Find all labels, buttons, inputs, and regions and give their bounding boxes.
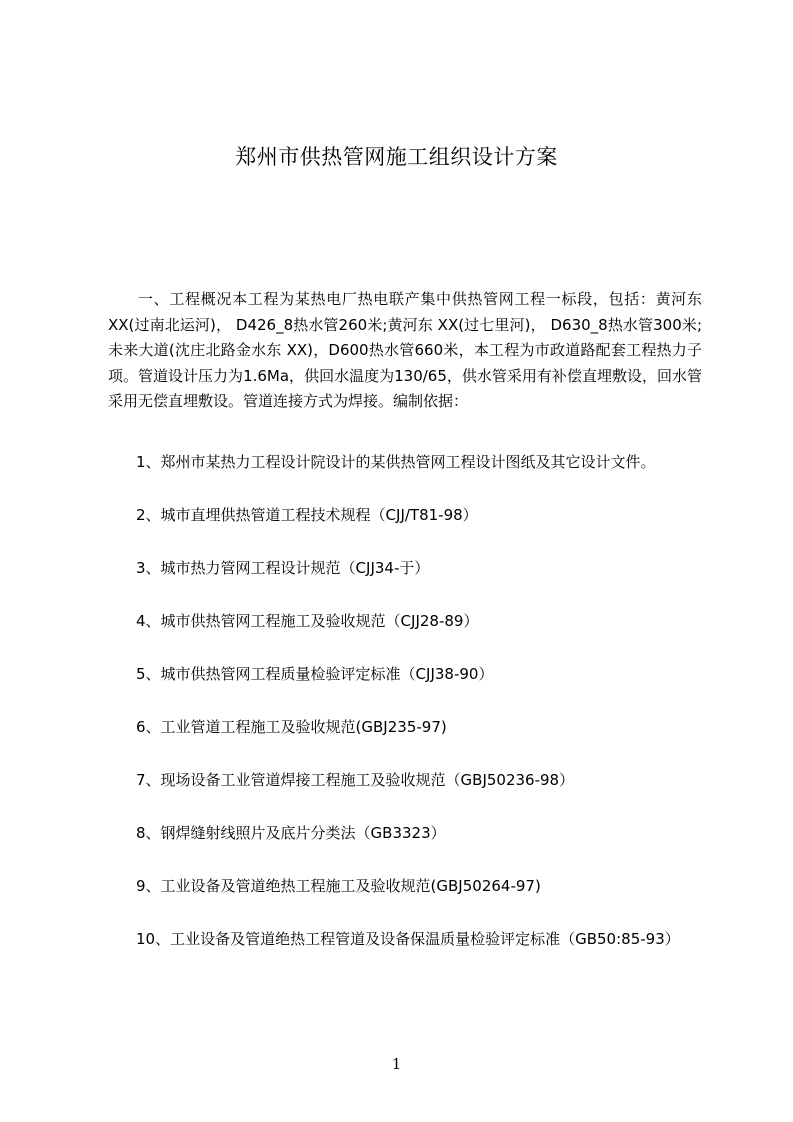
page-number: 1 [391, 1055, 402, 1073]
basis-item-6: 6、工业管道工程施工及验收规范(GBJ235-97) [136, 718, 447, 736]
basis-item-7: 7、现场设备工业管道焊接工程施工及验收规范（GBJ50236-98） [136, 771, 575, 789]
basis-item-8: 8、钢焊缝射线照片及底片分类法（GB3323） [136, 824, 446, 842]
basis-item-1: 1、郑州市某热力工程设计院设计的某供热管网工程设计图纸及其它设计文件。 [136, 453, 656, 471]
basis-item-5: 5、城市供热管网工程质量检验评定标准（CJJ38-90） [136, 665, 494, 683]
basis-item-3: 3、城市热力管网工程设计规范（CJJ34-于） [136, 559, 430, 577]
basis-item-10: 10、工业设备及管道绝热工程管道及设备保温质量检验评定标准（GB50:85-93） [136, 930, 680, 948]
basis-item-9: 9、工业设备及管道绝热工程施工及验收规范(GBJ50264-97) [136, 877, 541, 895]
basis-item-4: 4、城市供热管网工程施工及验收规范（CJJ28-89） [136, 612, 479, 630]
basis-item-2: 2、城市直埋供热管道工程技术规程（CJJ/T81-98） [136, 506, 478, 524]
project-overview-paragraph: 一、工程概况本工程为某热电厂热电联产集中供热管网工程一标段，包括：黄河东XX(过南北运河)， D426_8热水管260米;黄河东 XX(过七里河)， D630_8热水管300米;未来大道(沈庄北路金水东 XX)，D600热水管660米，本工程为市政道路配套工程热力子项。管道设计压力为1.6Ma，供回水温度为130/65，供水管采用有补偿直埋敷设，回水管采用无偿直埋敷设。管道连接方式为焊接。编制依据： [108, 290, 702, 410]
document-title: 郑州市供热管网施工组织设计方案 [235, 145, 558, 169]
